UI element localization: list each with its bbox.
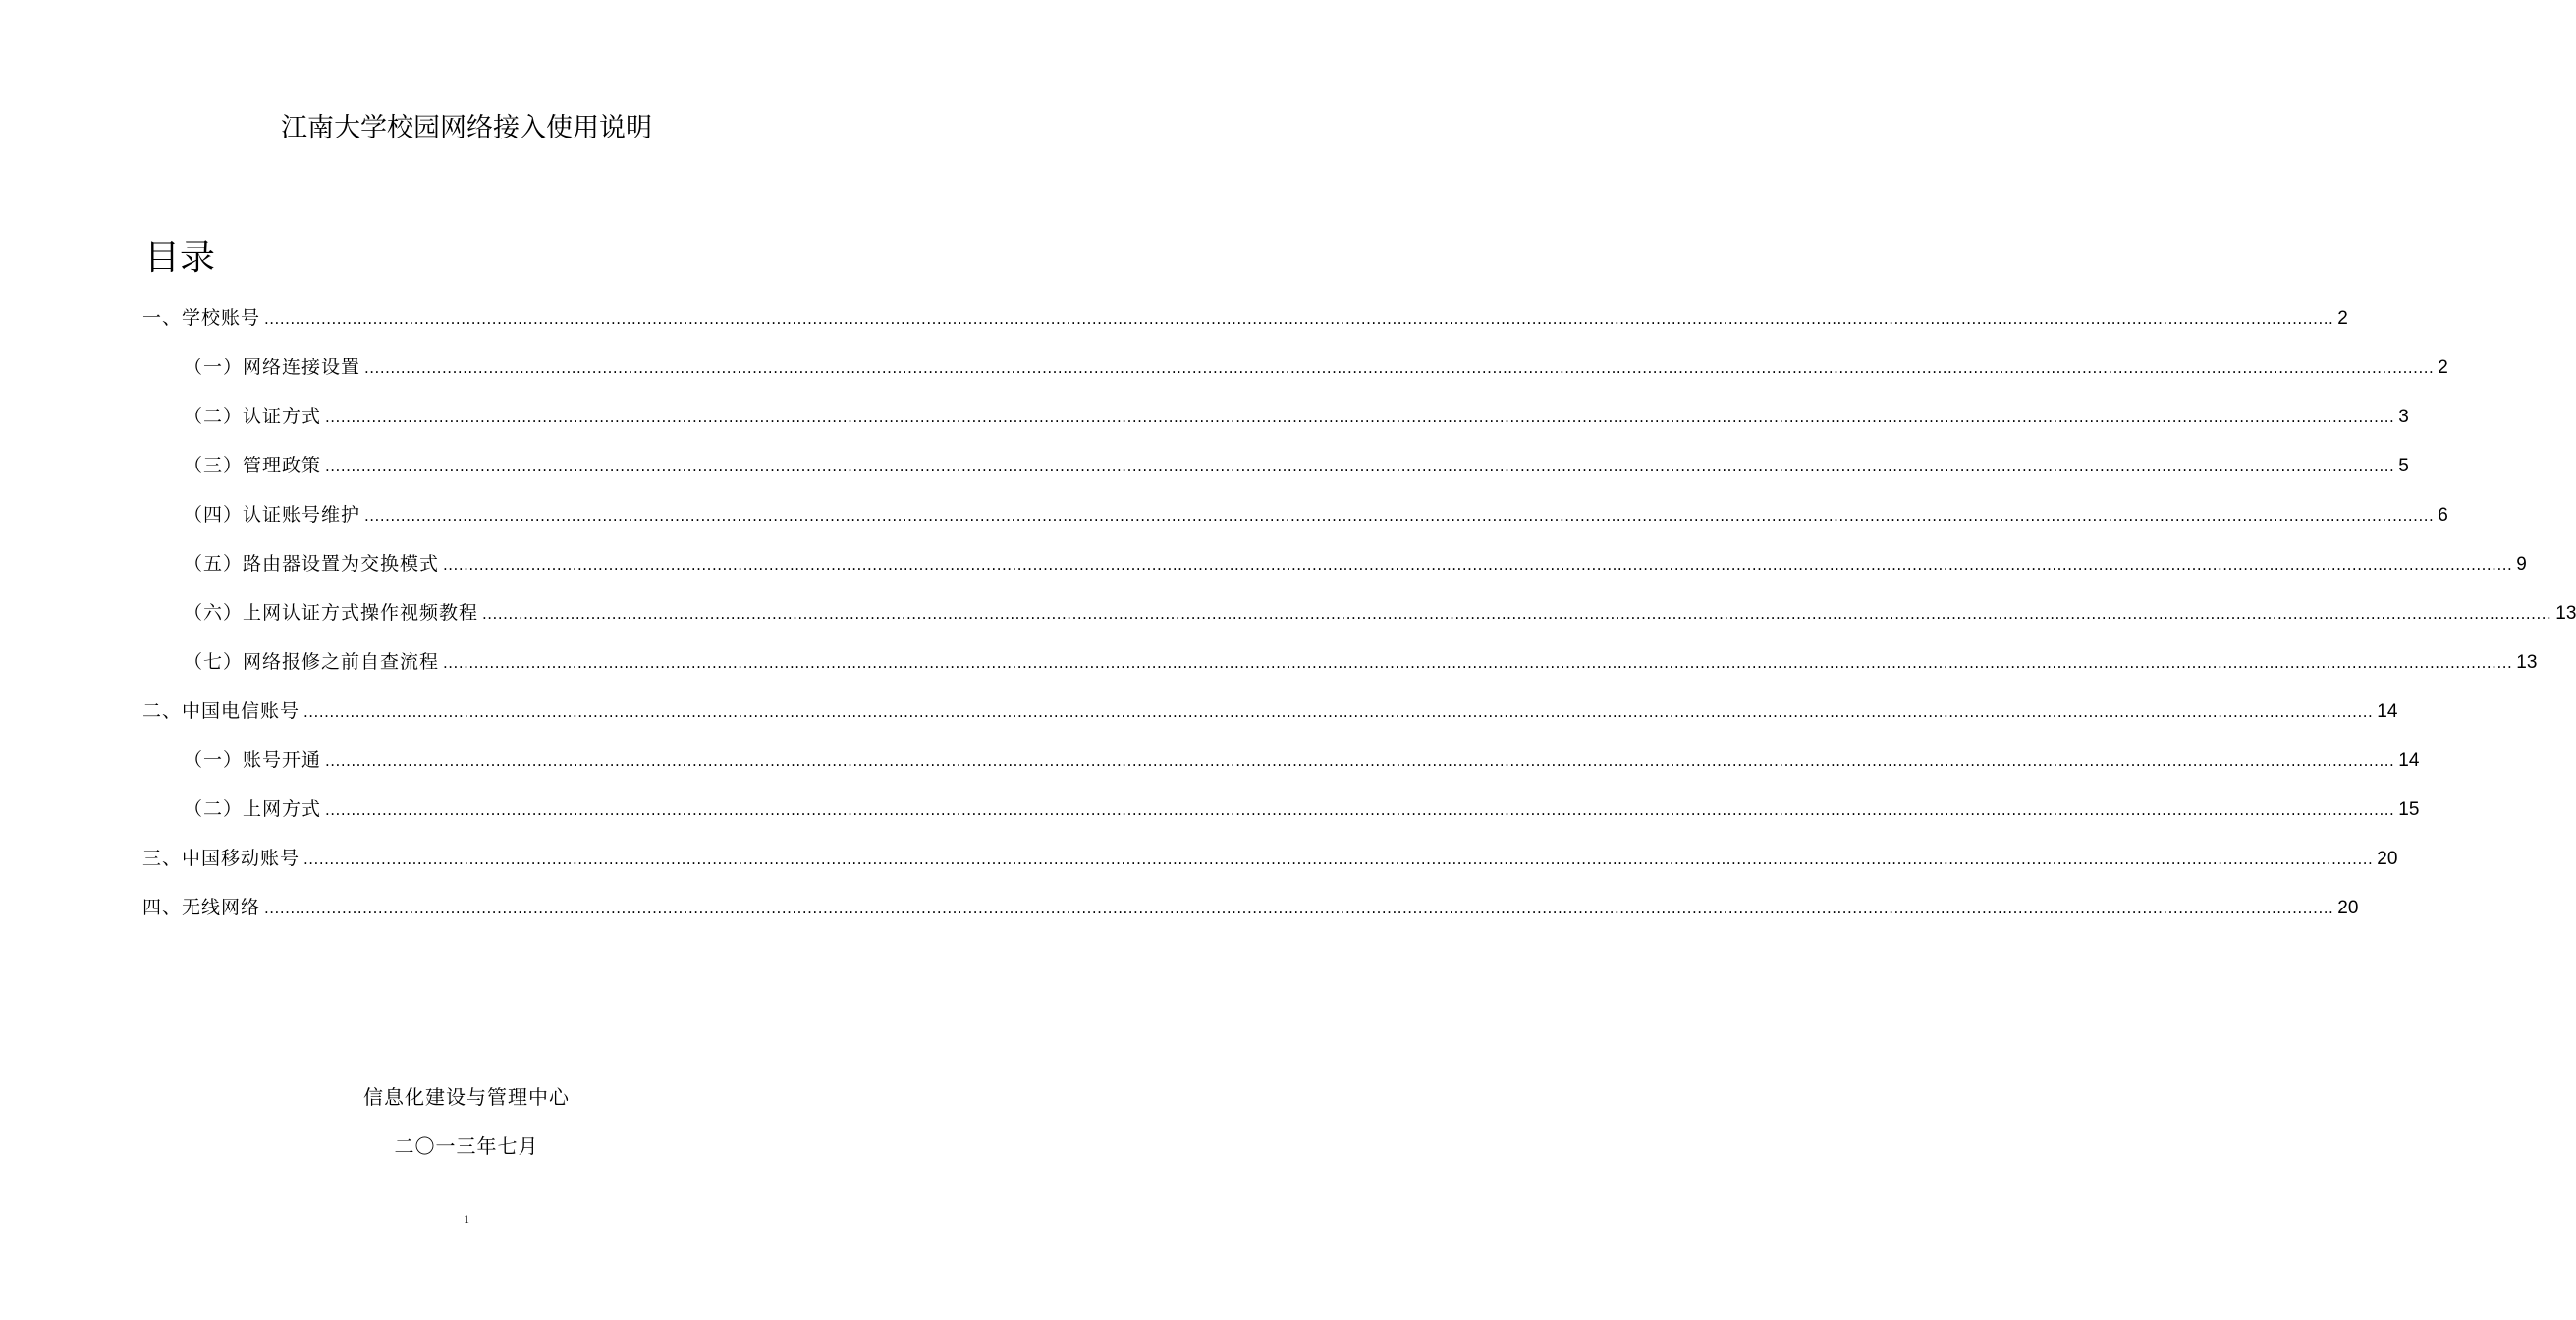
table-of-contents [142, 300, 2576, 938]
document-date: 二〇一三年七月 [394, 1134, 539, 1158]
toc-dot-leader: ................................................................................................................................................................................................................................................................................................................................................................................................................ [325, 409, 2395, 426]
toc-entry[interactable] [142, 496, 2448, 545]
toc-entry-page-number: 14 [2398, 750, 2420, 771]
toc-entry-title: 四、无线网络 [142, 897, 261, 918]
document-title: 江南大学校园网络接入使用说明 [281, 113, 652, 143]
organization-name: 信息化建设与管理中心 [363, 1085, 570, 1109]
toc-entry-page-number: 13 [2516, 652, 2538, 673]
toc-dot-leader: ................................................................................................................................................................................................................................................................................................................................................................................................................ [325, 752, 2395, 770]
toc-dot-leader: ................................................................................................................................................................................................................................................................................................................................................................................................................ [443, 654, 2513, 672]
toc-entry[interactable] [142, 300, 2348, 349]
toc-entry-page-number: 3 [2398, 407, 2409, 427]
toc-entry[interactable] [142, 692, 2398, 742]
toc-entry[interactable] [142, 643, 2538, 692]
page-number: 1 [464, 1212, 469, 1226]
toc-entry-title: （一）账号开通 [184, 749, 322, 771]
toc-entry-title: 二、中国电信账号 [142, 700, 301, 722]
toc-dot-leader: ................................................................................................................................................................................................................................................................................................................................................................................................................ [303, 851, 2374, 868]
toc-entry-page-number: 20 [2337, 898, 2359, 918]
toc-entry-page-number: 13 [2555, 603, 2576, 624]
toc-entry-title: （一）网络连接设置 [184, 357, 361, 378]
toc-dot-leader: ................................................................................................................................................................................................................................................................................................................................................................................................................ [364, 359, 2435, 377]
toc-entry-title: （五）路由器设置为交换模式 [184, 553, 440, 575]
toc-entry[interactable] [142, 398, 2409, 447]
toc-dot-leader: ................................................................................................................................................................................................................................................................................................................................................................................................................ [264, 310, 2334, 328]
toc-entry-title: （六）上网认证方式操作视频教程 [184, 602, 479, 624]
toc-entry-title: （二）上网方式 [184, 798, 322, 820]
toc-entry-page-number: 5 [2398, 456, 2409, 476]
toc-entry[interactable] [142, 447, 2409, 496]
toc-entry-page-number: 6 [2438, 505, 2448, 525]
toc-entry-title: （七）网络报修之前自查流程 [184, 651, 440, 673]
toc-entry[interactable] [142, 840, 2398, 889]
toc-entry-page-number: 15 [2398, 799, 2420, 820]
toc-dot-leader: ................................................................................................................................................................................................................................................................................................................................................................................................................ [303, 703, 2374, 721]
toc-entry[interactable] [142, 791, 2420, 840]
toc-dot-leader: ................................................................................................................................................................................................................................................................................................................................................................................................................ [325, 458, 2395, 475]
toc-entry-title: 三、中国移动账号 [142, 848, 301, 869]
toc-entry-page-number: 2 [2337, 308, 2348, 329]
toc-entry-page-number: 9 [2516, 554, 2527, 575]
toc-entry-page-number: 20 [2377, 849, 2398, 869]
toc-heading: 目录 [144, 238, 216, 278]
toc-entry-title: 一、学校账号 [142, 307, 261, 329]
toc-dot-leader: ................................................................................................................................................................................................................................................................................................................................................................................................................ [325, 801, 2395, 819]
toc-entry[interactable] [142, 742, 2420, 791]
toc-dot-leader: ................................................................................................................................................................................................................................................................................................................................................................................................................ [364, 507, 2435, 524]
toc-entry[interactable] [142, 545, 2527, 594]
toc-entry-title: （四）认证账号维护 [184, 504, 361, 525]
toc-entry-title: （三）管理政策 [184, 455, 322, 476]
toc-entry[interactable] [142, 889, 2359, 938]
toc-dot-leader: ................................................................................................................................................................................................................................................................................................................................................................................................................ [264, 900, 2334, 917]
toc-entry[interactable] [142, 594, 2576, 643]
toc-dot-leader: ................................................................................................................................................................................................................................................................................................................................................................................................................ [443, 556, 2513, 574]
toc-entry-page-number: 2 [2438, 358, 2448, 378]
toc-entry-title: （二）认证方式 [184, 406, 322, 427]
toc-dot-leader: ................................................................................................................................................................................................................................................................................................................................................................................................................ [482, 605, 2552, 623]
toc-entry-page-number: 14 [2377, 701, 2398, 722]
toc-entry[interactable] [142, 349, 2448, 398]
